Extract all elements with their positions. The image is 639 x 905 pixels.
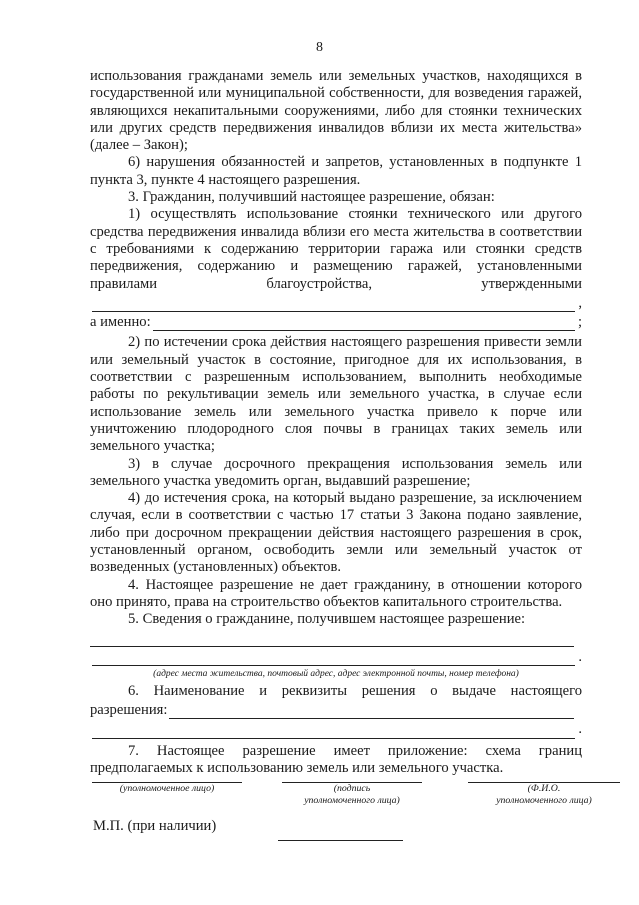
blank-rules-line — [90, 295, 582, 312]
full-name-caption-line-2: уполномоченного лица) — [496, 795, 592, 806]
blank-underline — [153, 315, 575, 331]
page-number: 8 — [316, 40, 323, 55]
signature-field — [282, 782, 422, 807]
paragraph-law-reference: использования гражданами земель или земельных участков, находящихся в государственной или муниципальной собственности, для возведения гаражей, являющихся некапитальными сооружениями, либо для стоянки технических или других средств передвижения инвалидов вблизи их места жительства» (далее – Закон); — [90, 68, 582, 154]
decision-line-1 — [90, 702, 582, 719]
full-name-caption-line-1: (Ф.И.О. — [527, 783, 561, 794]
signature-caption-line-1: (подпись — [333, 783, 371, 794]
document-body — [90, 68, 582, 777]
full-name-field — [468, 782, 620, 807]
paragraph-obligation-3: 3) в случае досрочного прекращения использования земель или земельного участка уведомить орган, выдавший разрешение; — [90, 455, 582, 489]
namely-line — [90, 314, 582, 331]
paragraph-section-6: 6. Наименование и реквизиты решения о выдаче настоящего — [128, 682, 582, 699]
address-caption: (адрес места жительства, почтовый адрес, адрес электронной почты, номер телефона) — [153, 668, 519, 679]
decision-line-2 — [90, 721, 582, 738]
authorized-person-field — [92, 782, 242, 795]
paragraph-obligation-4: 4) до истечения срока, на который выдано разрешение, за исключением случая, если в соответствии с частью 17 статьи 3 Закона подано заявление, либо при досрочном прекращении действия настоящего разрешения в срок, установленный органом, освободить земли или земельный участок от возведенных (установленных) объектов. — [90, 490, 582, 576]
signature-block — [92, 782, 622, 822]
paragraph-section-4: 4. Настоящее разрешение не дает гражданину, в отношении которого оно принято, права на строительство объектов капитального строительства. — [90, 576, 582, 610]
citizen-info-line-1 — [90, 631, 574, 647]
seal-note: М.П. (при наличии) — [93, 818, 217, 834]
blank-underline — [92, 650, 575, 666]
seal-underline — [278, 840, 403, 841]
paragraph-section-3: 3. Гражданин, получивший настоящее разрешение, обязан: — [128, 189, 495, 206]
citizen-info-end-mark: . — [578, 648, 582, 665]
decision-end-mark: . — [578, 721, 582, 738]
decision-label: разрешения: — [90, 702, 168, 719]
signature-caption-line-2: уполномоченного лица) — [304, 795, 400, 806]
citizen-info-line-2 — [90, 649, 582, 666]
paragraph-section-5: 5. Сведения о гражданине, получившем настоящее разрешение: — [128, 611, 526, 628]
paragraph-item-6: 6) нарушения обязанностей и запретов, установленных в подпункте 1 пункта 3, пункте 4 настоящего разрешения. — [90, 154, 582, 188]
blank-underline — [92, 723, 575, 739]
namely-label: а именно: — [90, 314, 151, 331]
paragraph-section-7: 7. Настоящее разрешение имеет приложение: схема границ предполагаемых к использованию земель или земельного участка. — [90, 742, 582, 776]
paragraph-obligation-1: 1) осуществлять использование стоянки технического или другого средства передвижения инвалида вблизи его места жительства в соответствии с требованиями к содержанию территории гаража или стоянки средств передвижения, содержанию и размещению гаражей, установленными правилами благоустройства, утвержденными — [90, 206, 582, 292]
blank-end-mark: , — [578, 294, 582, 311]
authorized-person-caption: (уполномоченное лицо) — [119, 783, 215, 794]
blank-underline — [169, 703, 574, 719]
namely-end-mark: ; — [577, 314, 582, 331]
blank-underline — [92, 296, 575, 312]
paragraph-obligation-2: 2) по истечении срока действия настоящего разрешения привести земли или земельный участок в состояние, пригодное для их использования, в соответствии с разрешенным использованием, выполнить необходимые работы по рекультивации земель или земельного участка, в случае если использование земель или земельного участка привело к порче или уничтожению плодородного слоя почвы в границах таких земель или земельного участка; — [90, 334, 582, 455]
